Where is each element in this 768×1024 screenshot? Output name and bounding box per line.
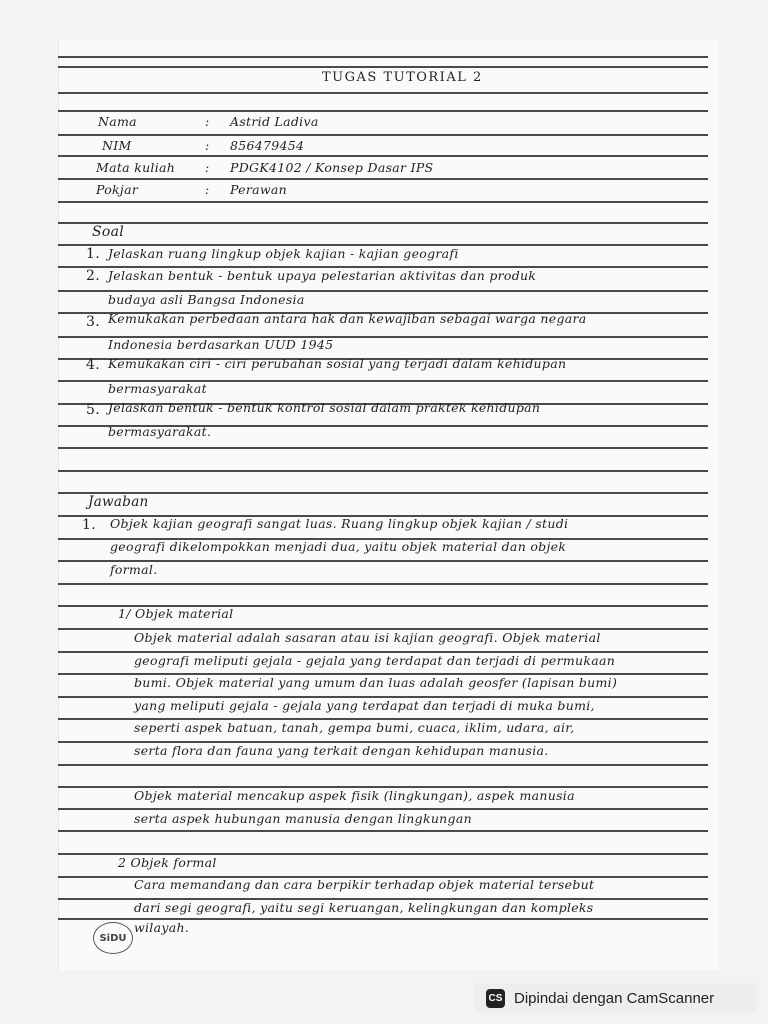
answers-heading: Jawaban (88, 494, 149, 510)
identity-value-pokjar: Perawan (230, 182, 287, 197)
material-heading: 1/ Objek material (118, 606, 234, 621)
question-line: Jelaskan ruang lingkup objek kajian - kajian geografi (108, 246, 459, 261)
identity-sep: : (205, 182, 210, 197)
material-line: seperti aspek batuan, tanah, gempa bumi, cuaca, iklim, udara, air, (134, 720, 575, 735)
answer-line: formal. (110, 562, 158, 577)
identity-value-nama: Astrid Ladiva (230, 114, 319, 129)
camscanner-watermark (475, 983, 756, 1013)
question-line: bermasyarakat. (108, 424, 212, 439)
question-line: bermasyarakat (108, 381, 207, 396)
question-line: Jelaskan bentuk - bentuk upaya pelestarian aktivitas dan produk (108, 268, 537, 283)
formal-heading: 2 Objek formal (118, 855, 217, 870)
camscanner-icon: CS (486, 989, 505, 1008)
identity-value-nim: 856479454 (230, 138, 305, 153)
material-line: serta aspek hubungan manusia dengan lingkungan (134, 811, 472, 826)
identity-value-mata-kuliah: PDGK4102 / Konsep Dasar IPS (230, 160, 434, 175)
formal-line: Cara memandang dan cara berpikir terhadap objek material tersebut (134, 877, 595, 892)
question-line: Kemukakan ciri - ciri perubahan sosial yang terjadi dalam kehidupan (108, 356, 567, 371)
question-number: 1. (86, 246, 100, 262)
question-line: Indonesia berdasarkan UUD 1945 (108, 337, 334, 352)
material-line: yang meliputi gejala - gejala yang terdapat dan terjadi di muka bumi, (134, 698, 595, 713)
question-number: 2. (86, 268, 100, 284)
sidu-stamp: SiDU (93, 922, 133, 954)
questions-heading: Soal (92, 224, 125, 240)
identity-label-nim: NIM (102, 138, 132, 153)
page-title: TUGAS TUTORIAL 2 (322, 70, 483, 85)
material-line: serta flora dan fauna yang terkait dengan kehidupan manusia. (134, 743, 549, 758)
camscanner-text: Dipindai dengan CamScanner (514, 989, 715, 1007)
answer-number: 1. (82, 517, 96, 533)
question-number: 4. (86, 357, 100, 373)
formal-line: wilayah. (134, 920, 190, 935)
answer-line: geografi dikelompokkan menjadi dua, yaitu objek material dan objek (110, 539, 567, 554)
identity-sep: : (205, 160, 210, 175)
question-number: 5. (86, 402, 100, 418)
material-line: geografi meliputi gejala - gejala yang terdapat dan terjadi di permukaan (134, 653, 616, 668)
identity-label-pokjar: Pokjar (96, 182, 139, 197)
question-number: 3. (86, 314, 100, 330)
identity-sep: : (205, 114, 210, 129)
formal-line: dari segi geografi, yaitu segi keruangan, kelingkungan dan kompleks (134, 900, 594, 915)
question-line: Kemukakan perbedaan antara hak dan kewajiban sebagai warga negara (108, 311, 587, 326)
answer-line: Objek kajian geografi sangat luas. Ruang lingkup objek kajian / studi (110, 516, 569, 531)
material-line: Objek material mencakup aspek fisik (lingkungan), aspek manusia (134, 788, 575, 803)
material-line: bumi. Objek material yang umum dan luas adalah geosfer (lapisan bumi) (134, 675, 618, 690)
identity-sep: : (205, 138, 210, 153)
question-line: budaya asli Bangsa Indonesia (108, 292, 305, 307)
identity-label-mata-kuliah: Mata kuliah (96, 160, 176, 175)
material-line: Objek material adalah sasaran atau isi kajian geografi. Objek material (134, 630, 601, 645)
question-line: Jelaskan bentuk - bentuk kontrol sosial dalam praktek kehidupan (108, 400, 541, 415)
identity-label-nama: Nama (98, 114, 137, 129)
